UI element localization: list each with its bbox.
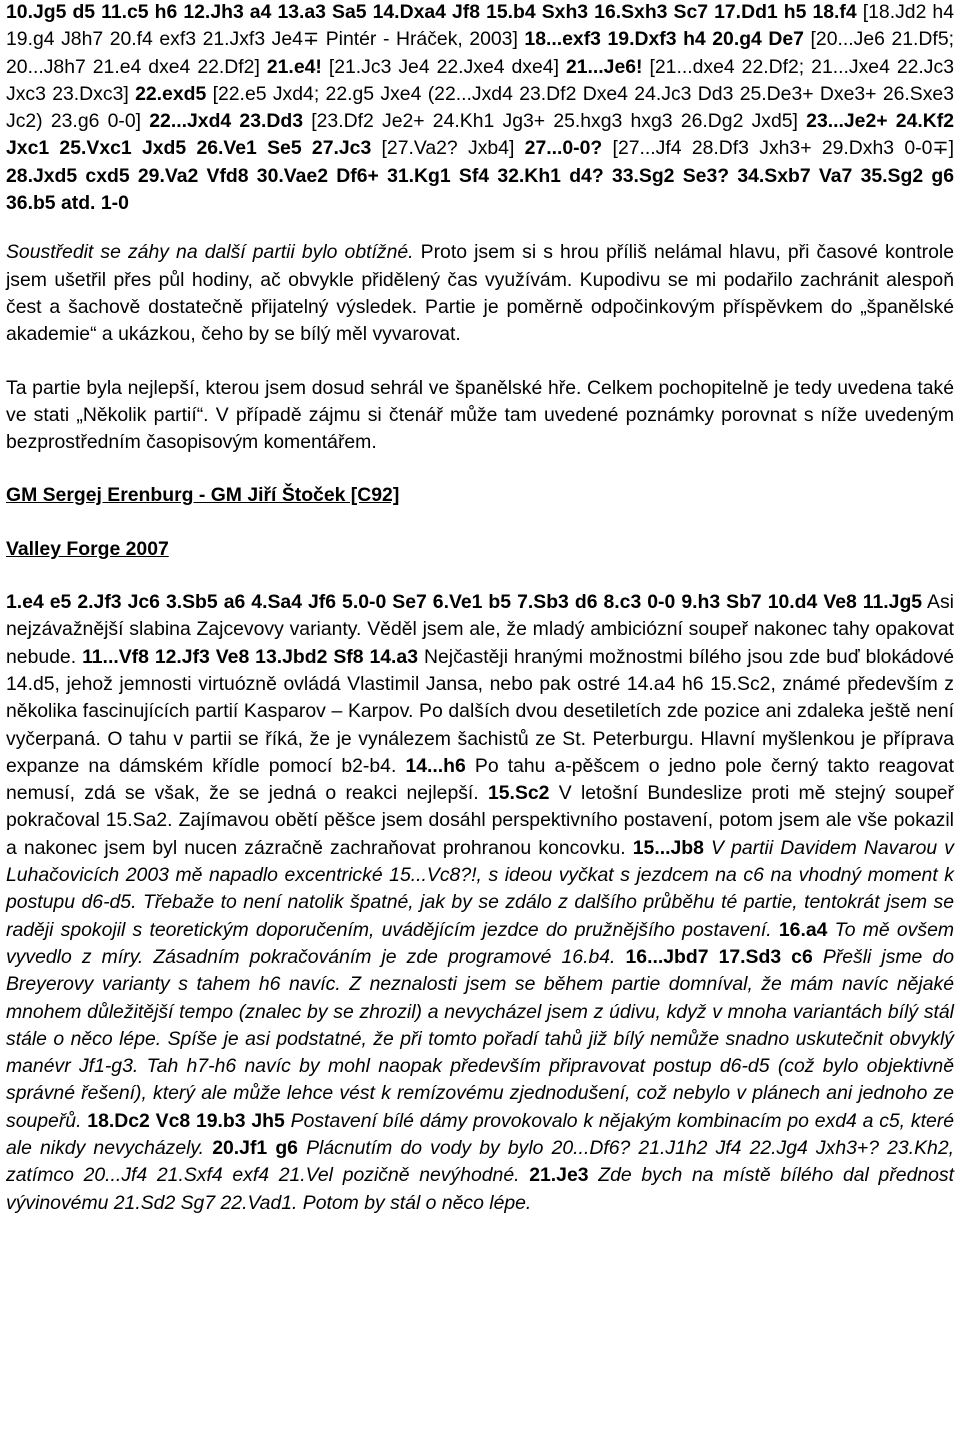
annotation-text: [21...dxe4 22.Df2; 21...Jxe4 22.Jc3 Jxc3 23.Dxc3] (6, 55, 954, 105)
move-sequence: 11...Vf8 12.Jf3 Ve8 13.Jbd2 Sf8 14.a3 (82, 645, 419, 668)
annotation-text: Plácnutím do vody by bylo 20...Df6? 21.J1h2 Jf4 22.Jg4 Jxh3+? 23.Kh2, zatímco 20...Jf4 21.Sxf4 exf4 21.Vel pozičně nevýhodné. (6, 1136, 954, 1187)
move-sequence: 1.e4 e5 2.Jf3 Jc6 3.Sb5 a6 4.Sa4 Jf6 5.0-0 Se7 6.Ve1 b5 7.Sb3 d6 8.c3 0-0 9.h3 Sb7 10.d4 Ve8 11.Jg5 (6, 591, 923, 614)
game-b-event (6, 536, 954, 563)
annotation-text: Nejčastěji hranými možnostmi bílého jsou zde buď blokádové 14.d5, jehož jemnosti virtuózně ovládá Vlastimil Jansa, nebo pak ostré 14.a4 h6 15.Sc2, známé především z několika fascinujících partií Kasparov – Karpov. Po dalších dvou desetiletích zde pozice ani zdaleka ještě není vyčerpaná. O tahu v partii se říká, že je vynálezem šachistů ze St. Peterburgu. Hlavní myšlenkou je příprava expanze na dámském křídle pomocí b2-b4. (6, 645, 954, 777)
annotation-text: [22.e5 Jxd4; 22.g5 Jxe4 (22...Jxd4 23.Df2 Dxe4 24.Jc3 Dd3 25.De3+ Dxe3+ 26.Sxe3 Jc2) 23.g6 0-0] (6, 82, 954, 133)
move-sequence: 10.Jg5 d5 11.c5 h6 12.Jh3 a4 13.a3 Sa5 14.Dxa4 Jf8 15.b4 Sxh3 16.Sxh3 Sc7 17.Dd1 h5 18.f4 (6, 1, 857, 23)
game-b-players: GM Sergej Erenburg - GM Jiří Štoček [C92] (6, 484, 400, 507)
game-b-moves (6, 589, 954, 1217)
move-sequence: 21.Je3 (529, 1164, 589, 1187)
move-sequence: 15...Jb8 (632, 836, 704, 859)
move-sequence: 20.Jf1 g6 (212, 1136, 298, 1159)
game-b-header (6, 482, 954, 509)
move-sequence: 16.a4 (778, 918, 828, 941)
move-sequence: 14...h6 (405, 754, 466, 777)
move-sequence: 27...0-0? (524, 137, 603, 160)
comment-italic: Soustředit se záhy na další partii bylo obtížné. (6, 241, 414, 264)
game-a-moves (6, 0, 954, 217)
annotation-text: V partii Davidem Navarou v Luhačovicích 2003 mě napadlo excentrické 15...Vc8?!, s ideou vyčkat s jezdcem na c6 na vhodný moment k postupu d6-d5. Třebaže to není natolik špatné, jak by se zdálo z dalšího průběhu té partie, tentokrát jsem se raději spokojil s teoretickým doporučením, uvádějícím jezdce do pružnějšího postavení. (6, 836, 954, 941)
annotation-text: V letošní Bundeslize proti mě stejný soupeř pokračoval 15.Sa2. Zajímavou obětí pěšce jsem dosáhl perspektivního postavení, potom jsem ale vše pokazil a nakonec jsem byl nucen zázračně zachraňovat prohranou koncovku. (6, 782, 954, 859)
move-sequence: 18.Dc2 Vc8 19.b3 Jh5 (87, 1109, 285, 1132)
move-sequence: 23...Je2+ 24.Kf2 Jxc1 25.Vxc1 Jxd5 26.Ve1 Se5 27.Jc3 (6, 110, 955, 160)
move-sequence: 16...Jbd7 17.Sd3 c6 (625, 945, 813, 968)
annotation-text: Postavení bílé dámy provokovalo k nějakým kombinacím po exd4 a c5, které ale nikdy nevycházely. (6, 1109, 954, 1159)
move-sequence: 15.Sc2 (487, 782, 550, 805)
annotation-text: To mě ovšem vyvedlo z míry. Zásadním pokračováním je zde programové 16.b4. (6, 918, 955, 968)
annotation-text: Zde bych na místě bílého dal přednost vývinovému 21.Sd2 Sg7 22.Vad1. Potom by stál o něco lépe. (6, 1164, 955, 1214)
annotation-text: [27.Va2? Jxb4] (371, 137, 525, 160)
annotation-text: [23.Df2 Je2+ 24.Kh1 Jg3+ 25.hxg3 hxg3 26.Dg2 Jxd5] (303, 110, 807, 133)
annotation-text: Přešli jsme do Breyerovy varianty s tahem h6 navíc. Z neznalosti jsem se během partie domníval, že mám navíc nějaké mnohem důležitější tempo (znalec by se zhrozil) a nevycházel jsem z údivu, když v mnoha variantách bílý stál stále o něco lépe. Spíše je asi podstatné, že při tomto pořadí tahů již bílý nemůže snadno uskutečnit obvyklý manévr Jf1-g3. Tah h7-h6 navíc by mohl naopak především připravovat postup d6-d5 (což bylo objektivně správné řešení), který ale může lehce vést k remízovému zjednodušení, což nebylo v plánech ani jednoho ze soupeřů. (6, 945, 954, 1132)
move-sequence: 28.Jxd5 cxd5 29.Va2 Vfd8 30.Vae2 Df6+ 31.Kg1 Sf4 32.Kh1 d4? 33.Sg2 Se3? 34.Sxb7 Va7 35.Sg2 g6 36.b5 atd. 1-0 (6, 164, 954, 215)
move-sequence: 22...Jxd4 23.Dd3 (149, 110, 304, 133)
game-b-intro: Ta partie byla nejlepší, kterou jsem dosud sehrál ve španělské hře. Celkem pochopitelně je tedy uvedena také ve stati „Několik partií“. V případě zájmu si čtenář může tam uvedené poznámky porovnat s níže uvedeným bezprostředním časopisovým komentářem. (6, 376, 954, 454)
move-sequence: 21.e4! (266, 55, 322, 78)
annotation-text: [20...Je6 21.Df5; 20...J8h7 21.e4 dxe4 22.Df2] (6, 28, 954, 78)
annotation-text: [18.Jd2 h4 19.g4 J8h7 20.f4 exf3 21.Jxf3 Je4∓ Pintér - Hráček, 2003] (6, 1, 954, 51)
move-sequence: 18...exf3 19.Dxf3 h4 20.g4 De7 (524, 28, 804, 51)
move-sequence: 22.exd5 (135, 82, 207, 105)
annotation-text: [21.Jc3 Je4 22.Jxe4 dxe4] (321, 55, 566, 78)
move-sequence: 21...Je6! (565, 55, 643, 78)
game-b-event-name: Valley Forge 2007 (6, 537, 169, 560)
annotation-text: Asi nejzávažnější slabina Zajcevovy varianty. Věděl jsem ale, že mladý ambiciózní soupeř nakonec tahy opakovat nebude. (6, 591, 954, 668)
game-a-comment (6, 239, 954, 348)
comment-rest: Proto jsem si s hrou příliš nelámal hlavu, při časové kontrole jsem ušetřil přes půl hodiny, ač obvykle přidělený čas využívám. Kupodivu se mi podařilo zachránit alespoň čest a šachově dostatečně přijatelný výsledek. Partie je poměrně odpočinkovým příspěvkem do „španělské akademie“ a ukázkou, čeho by se bílý měl vyvarovat. (6, 241, 954, 346)
annotation-text: Po tahu a-pěšcem o jedno pole černý takto reagovat nemusí, zdá se však, že se jedná o reakci nejlepší. (6, 754, 954, 805)
annotation-text: [27...Jf4 28.Df3 Jxh3+ 29.Dxh3 0-0∓] (602, 137, 955, 160)
